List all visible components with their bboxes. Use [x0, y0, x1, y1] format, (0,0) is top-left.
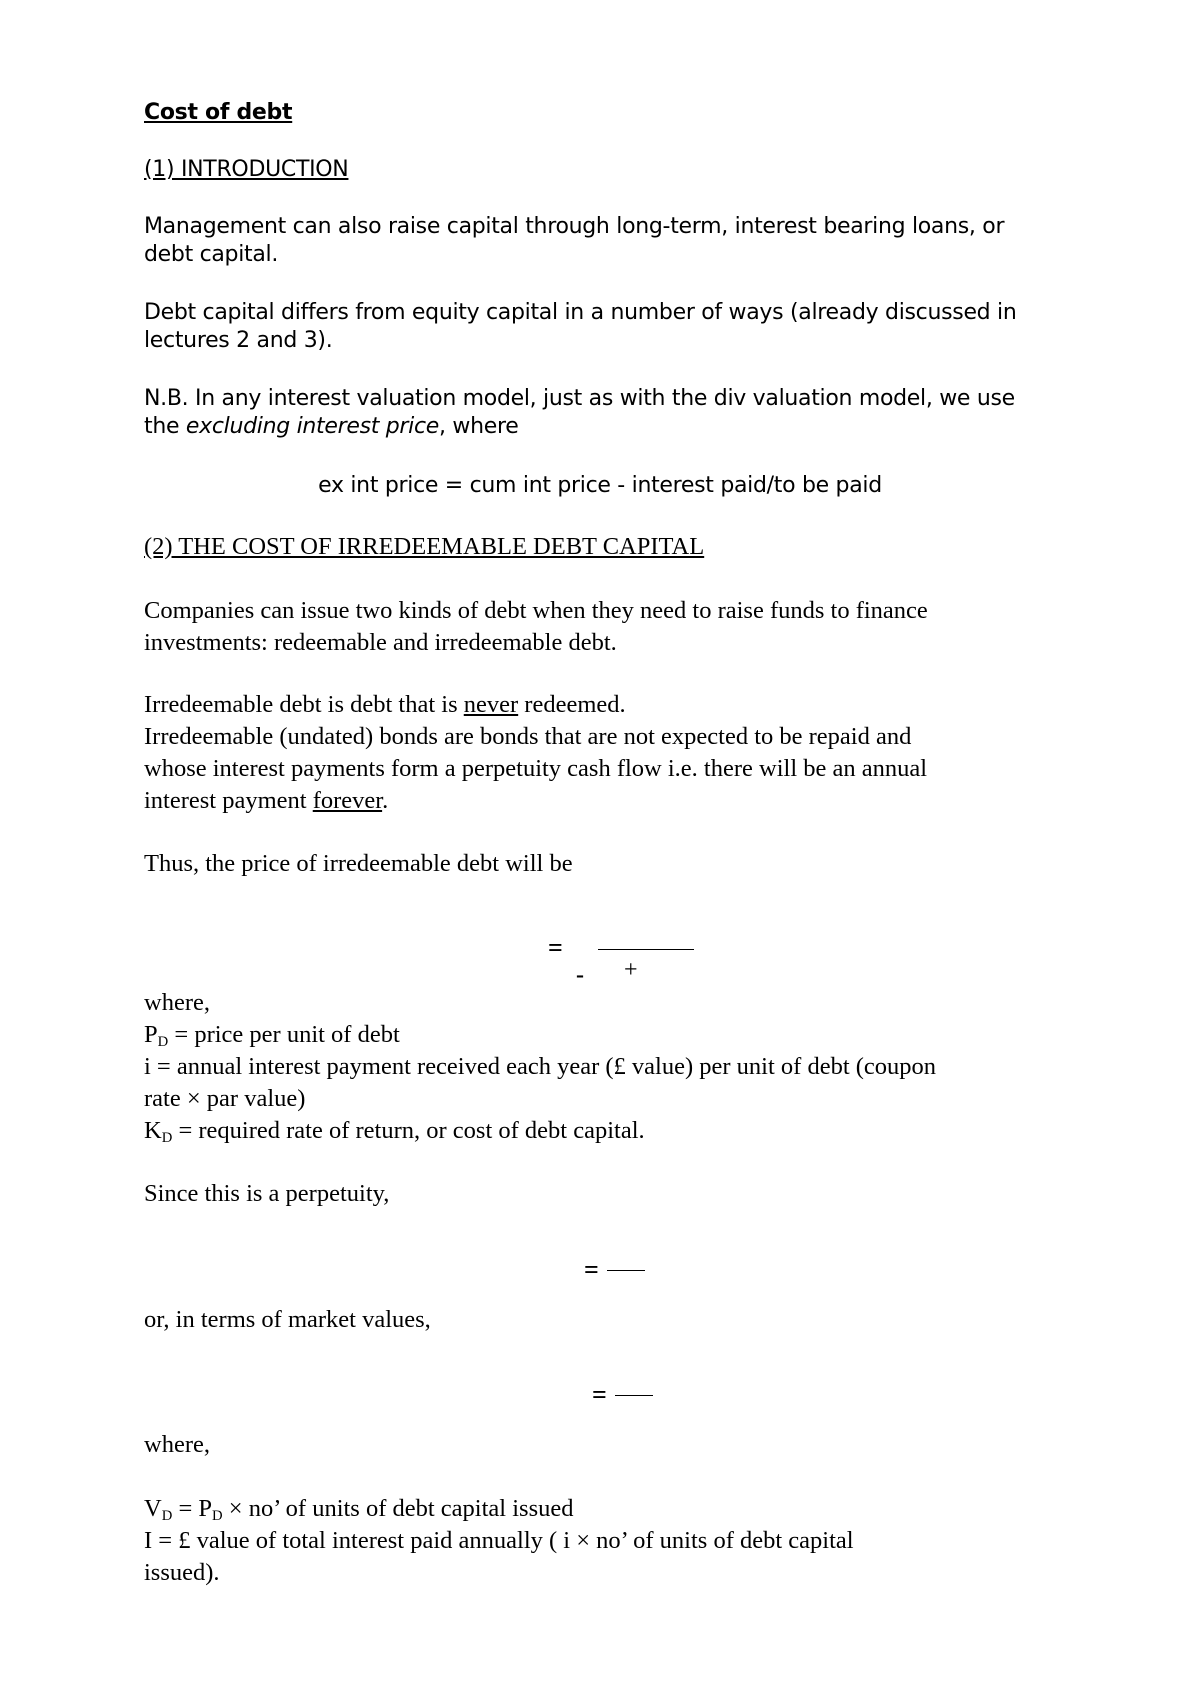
italic-term: excluding interest price: [185, 414, 440, 439]
text-span: interest payment: [144, 787, 313, 814]
intro-paragraph-3-line-2: [144, 414, 519, 439]
irredeemable-bonds-line-2: whose interest payments form a perpetuity cash flow i.e. there will be an annual: [144, 755, 928, 782]
intro-paragraph-1-line-2: debt capital.: [144, 242, 279, 267]
irredeemable-bonds-line-3: [144, 787, 388, 815]
definition-vd: [144, 1495, 573, 1523]
text-span: = required rate of return, or cost of debt capital.: [172, 1117, 645, 1144]
formula-equals: =: [584, 1255, 599, 1284]
market-values-sentence: or, in terms of market values,: [144, 1306, 431, 1333]
text-span: .: [382, 787, 389, 814]
symbol: K: [144, 1117, 162, 1144]
symbol: P: [144, 1021, 158, 1048]
text-span: the: [144, 414, 186, 439]
text-span: = price per unit of debt: [168, 1021, 400, 1048]
text-span: × no’ of units of debt capital issued: [222, 1495, 574, 1522]
intro-paragraph-3-line-1: N.B. In any interest valuation model, just as with the div valuation model, we use: [144, 386, 1015, 411]
definition-I-line-2: issued).: [144, 1559, 220, 1586]
where-label-2: where,: [144, 1431, 210, 1458]
underlined-word: forever: [312, 787, 383, 814]
definition-i-line-1: i = annual interest payment received each year (£ value) per unit of debt (coupon: [144, 1053, 937, 1080]
formula-minus: -: [576, 962, 584, 988]
intro-paragraph-2-line-2: lectures 2 and 3).: [144, 328, 333, 353]
text-span: Irredeemable debt is debt that is: [144, 691, 464, 718]
fraction-bar: [607, 1270, 645, 1271]
price-intro-sentence: Thus, the price of irredeemable debt will be: [144, 850, 573, 877]
subscript: D: [157, 1033, 169, 1050]
subscript: D: [161, 1129, 173, 1146]
definition-I-line-1: I = £ value of total interest paid annually ( i × no’ of units of debt capital: [144, 1527, 854, 1554]
ex-int-price-equation: ex int price = cum int price - interest paid/to be paid: [318, 473, 882, 498]
text-span: = P: [172, 1495, 213, 1522]
text-span: , where: [439, 414, 519, 439]
never-redeemed-sentence: [144, 691, 626, 719]
perpetuity-sentence: Since this is a perpetuity,: [144, 1180, 390, 1207]
formula-equals: =: [548, 933, 563, 962]
subscript: D: [212, 1507, 223, 1524]
where-label-1: where,: [144, 989, 210, 1016]
underlined-word: never: [463, 691, 519, 718]
section-2-paragraph-1-line-2: investments: redeemable and irredeemable debt.: [144, 629, 617, 656]
intro-heading: (1) INTRODUCTION: [144, 157, 349, 182]
definition-pd: [144, 1021, 400, 1049]
page-title: Cost of debt: [144, 100, 293, 125]
section-2-heading: (2) THE COST OF IRREDEEMABLE DEBT CAPITAL: [144, 533, 705, 560]
text-span: redeemed.: [518, 691, 626, 718]
formula-plus: +: [624, 957, 638, 983]
definition-i-line-2: rate × par value): [144, 1085, 306, 1112]
definition-kd: [144, 1117, 645, 1145]
section-2-paragraph-1-line-1: Companies can issue two kinds of debt when they need to raise funds to finance: [144, 597, 928, 624]
intro-paragraph-2-line-1: Debt capital differs from equity capital in a number of ways (already discussed in: [144, 300, 1017, 325]
subscript: D: [161, 1507, 173, 1524]
symbol: V: [144, 1495, 162, 1522]
intro-paragraph-1-line-1: Management can also raise capital through long-term, interest bearing loans, or: [144, 214, 1005, 239]
fraction-bar: [615, 1395, 653, 1396]
irredeemable-bonds-line-1: Irredeemable (undated) bonds are bonds that are not expected to be repaid and: [144, 723, 912, 750]
formula-equals: =: [592, 1380, 607, 1409]
fraction-bar: [598, 949, 694, 950]
